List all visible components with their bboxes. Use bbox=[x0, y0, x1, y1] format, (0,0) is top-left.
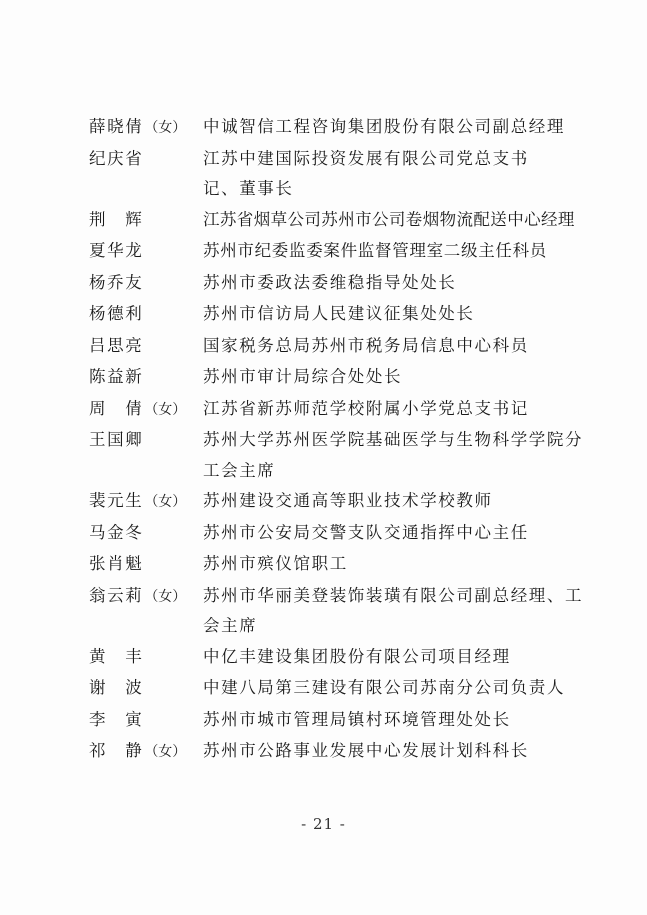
list-item bbox=[89, 144, 589, 205]
list-item bbox=[89, 425, 589, 486]
page-number: - 21 - bbox=[301, 815, 346, 833]
person-name: 马金冬 bbox=[89, 522, 144, 542]
list-item bbox=[89, 362, 589, 394]
person-name: 裴元生（女） bbox=[89, 491, 187, 510]
person-position: 苏州大学苏州医学院基础医学与生物科学学院分工会主席 bbox=[203, 430, 584, 480]
gender-note: （女） bbox=[144, 588, 187, 605]
person-position: 江苏中建国际投资发展有限公司党总支书记、董事长 bbox=[203, 148, 529, 198]
list-item bbox=[89, 486, 589, 518]
person-position: 苏州建设交通高等职业技术学校教师 bbox=[203, 491, 493, 510]
person-name: 杨德利 bbox=[89, 304, 144, 323]
list-item bbox=[89, 236, 589, 268]
list-item bbox=[89, 642, 589, 674]
person-name: 祁 静（女） bbox=[89, 741, 187, 760]
list-item bbox=[89, 705, 589, 737]
person-position: 苏州市纪委监委案件监督管理室二级主任科员 bbox=[203, 241, 547, 260]
person-position: 国家税务总局苏州市税务局信息中心科员 bbox=[203, 335, 529, 355]
person-position: 江苏省新苏师范学校附属小学党总支书记 bbox=[203, 398, 529, 418]
person-position: 苏州市审计局综合处处长 bbox=[203, 367, 403, 386]
name-list bbox=[89, 112, 589, 768]
person-position: 苏州市委政法委维稳指导处处长 bbox=[203, 272, 457, 292]
person-name: 荆 辉 bbox=[89, 209, 144, 229]
person-position: 中建八局第三建设有限公司苏南分公司负责人 bbox=[203, 678, 565, 697]
list-item bbox=[89, 518, 589, 550]
list-item bbox=[89, 581, 589, 642]
person-position: 中亿丰建设集团股份有限公司项目经理 bbox=[203, 646, 511, 666]
person-name: 周 倩（女） bbox=[89, 398, 187, 418]
person-position: 苏州市公安局交警支队交通指挥中心主任 bbox=[203, 522, 529, 542]
list-item bbox=[89, 299, 589, 331]
person-name: 张肖魁 bbox=[89, 554, 144, 573]
person-position: 苏州市公路事业发展中心发展计划科科长 bbox=[203, 741, 529, 760]
list-item bbox=[89, 673, 589, 705]
gender-note: （女） bbox=[144, 744, 187, 760]
list-item bbox=[89, 549, 589, 581]
person-name: 夏华龙 bbox=[89, 241, 144, 260]
person-position: 江苏省烟草公司苏州市公司卷烟物流配送中心经理 bbox=[203, 209, 575, 229]
list-item bbox=[89, 205, 589, 237]
person-name: 谢 波 bbox=[89, 678, 144, 697]
gender-note: （女） bbox=[144, 120, 187, 136]
person-name: 黄 丰 bbox=[89, 646, 144, 666]
person-position: 苏州市信访局人民建议征集处处长 bbox=[203, 304, 475, 323]
person-name: 李 寅 bbox=[89, 709, 144, 729]
person-position: 苏州市华丽美登装饰装璜有限公司副总经理、工会主席 bbox=[203, 585, 584, 635]
list-item bbox=[89, 736, 589, 768]
person-name: 杨乔友 bbox=[89, 272, 144, 292]
gender-note: （女） bbox=[144, 494, 187, 510]
person-name: 王国卿 bbox=[89, 430, 144, 449]
person-position: 苏州市城市管理局镇村环境管理处处长 bbox=[203, 709, 511, 729]
person-name: 吕思亮 bbox=[89, 335, 144, 355]
person-name: 陈益新 bbox=[89, 367, 144, 386]
person-name: 纪庆省 bbox=[89, 148, 144, 168]
gender-note: （女） bbox=[144, 401, 187, 418]
person-name: 翁云莉（女） bbox=[89, 585, 187, 605]
person-position: 中诚智信工程咨询集团股份有限公司副总经理 bbox=[203, 117, 565, 136]
person-position: 苏州市殡仪馆职工 bbox=[203, 554, 348, 573]
list-item bbox=[89, 331, 589, 363]
person-name: 薛晓倩（女） bbox=[89, 117, 187, 136]
list-item bbox=[89, 394, 589, 426]
list-item bbox=[89, 268, 589, 300]
list-item bbox=[89, 112, 589, 144]
